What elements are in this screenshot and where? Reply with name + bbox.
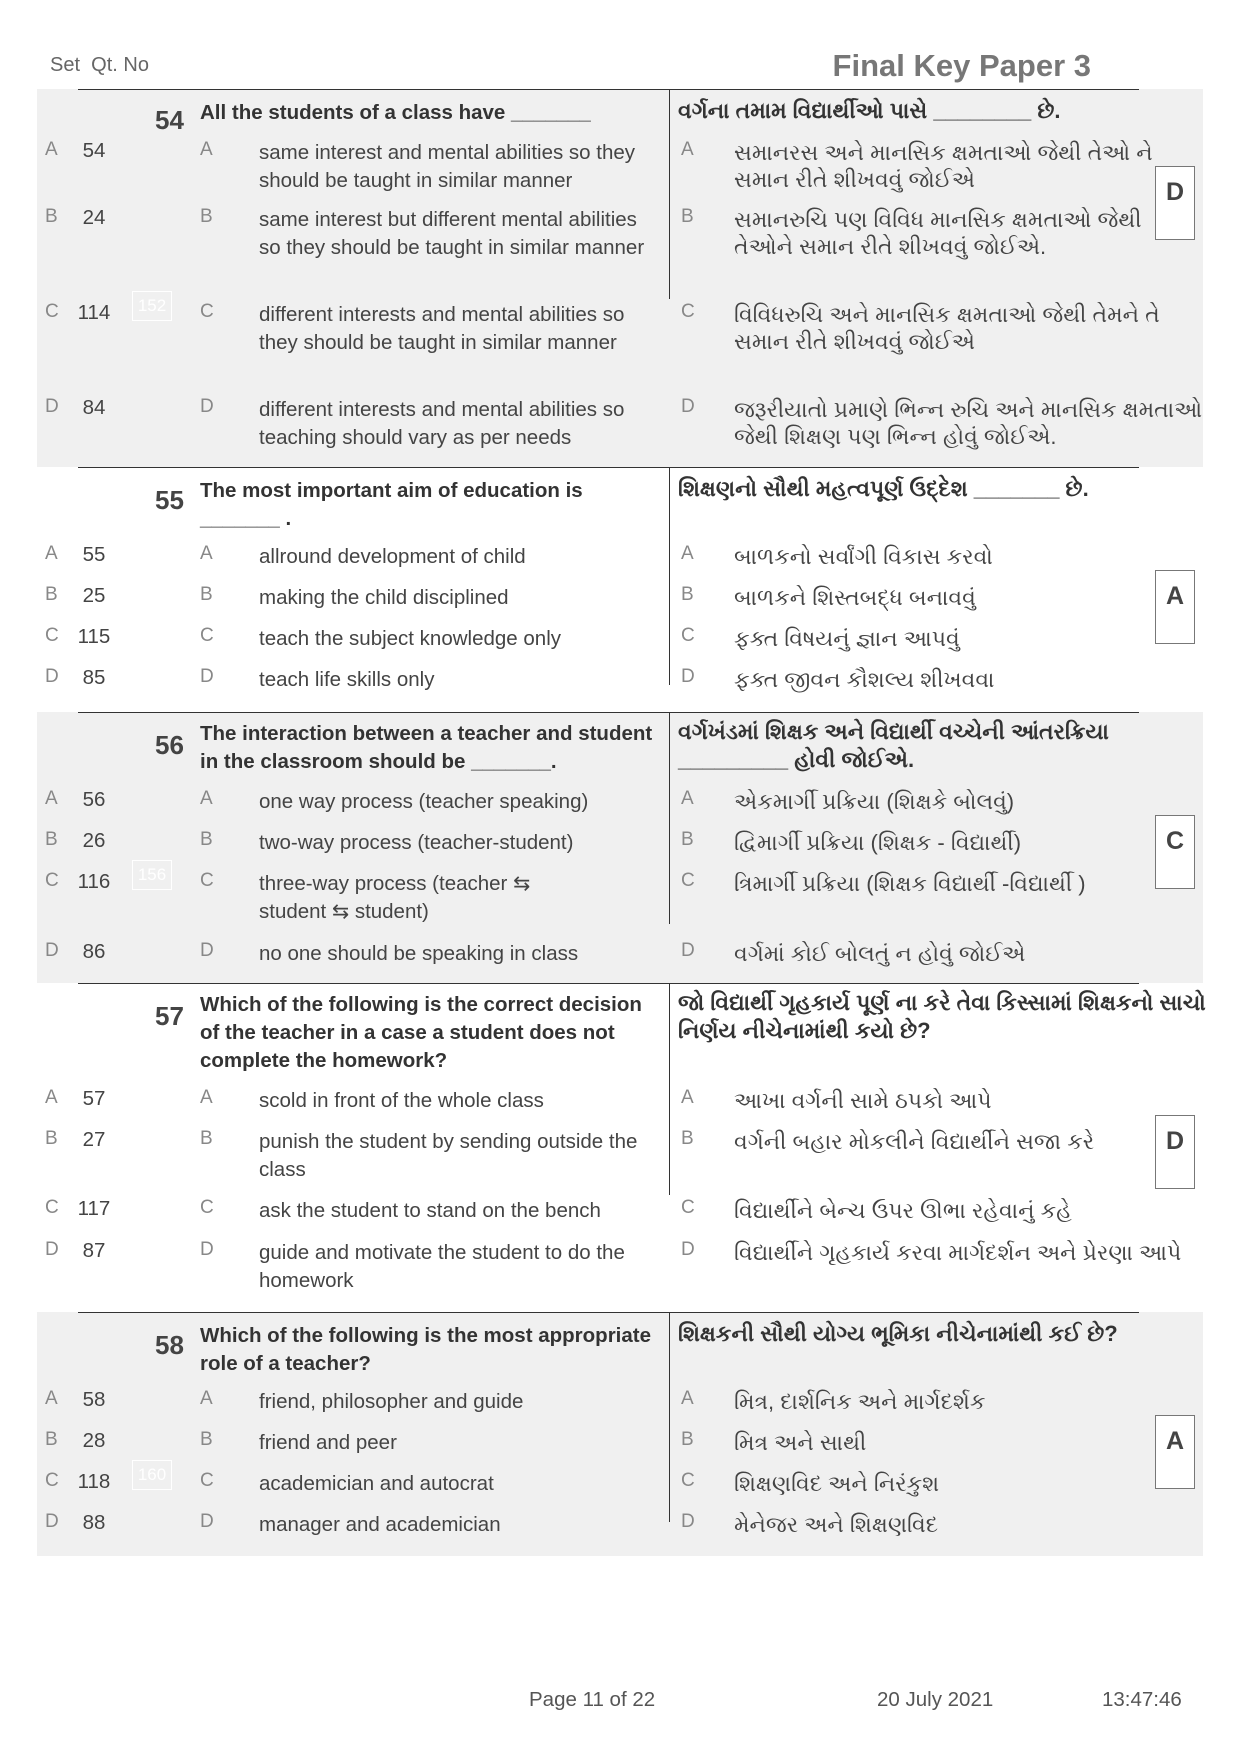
option-letter-gu: B [681, 584, 694, 605]
option-letter-en: A [200, 1087, 213, 1108]
option-letter-gu: A [681, 788, 694, 809]
option-text-gu: એકમાર્ગી પ્રક્રિયા (શિક્ષકે બોલવું) [734, 789, 1015, 814]
divider-vertical [669, 1312, 670, 1522]
option-text-en: punish the student by sending outside the class [259, 1130, 638, 1181]
option-text-gu: મિત્ર અને સાથી [734, 1430, 867, 1455]
set-question-number: 116 [77, 870, 111, 893]
set-letter: C [45, 1197, 59, 1218]
option-text-en: teach the subject knowledge only [259, 627, 562, 650]
option-letter-gu: D [681, 396, 695, 417]
set-letter: C [45, 1470, 59, 1491]
footer-time: 13:47:46 [1102, 1688, 1182, 1711]
set-letter: D [45, 1511, 59, 1532]
question-text-en: All the students of a class have _______ [200, 101, 591, 124]
ghost-number: 160 [132, 1460, 172, 1490]
option-text-gu: વિદ્યાર્થીને બેન્ચ ઉપર ઊભા રહેવાનું કહે [734, 1198, 1072, 1223]
divider-vertical [669, 89, 670, 299]
option-text-en: guide and motivate the student to do the homework [259, 1241, 625, 1292]
option-text-gu: વિવિધરુચિ અને માનસિક ક્ષમતાઓ જેથી તેમને તે સમાન રીતે શીખવવું જોઈએ [734, 302, 1160, 354]
question-text-en: Which of the following is the most appropriate role of a teacher? [200, 1324, 651, 1375]
footer-date: 20 July 2021 [877, 1688, 994, 1711]
set-letter: C [45, 870, 59, 891]
set-question-number: 115 [77, 625, 111, 648]
set-letter: A [45, 788, 58, 809]
option-letter-en: B [200, 1128, 213, 1149]
option-letter-en: C [200, 870, 214, 891]
divider-top [78, 89, 1139, 90]
answer-key-box: A [1155, 1415, 1195, 1489]
question-number: 58 [155, 1330, 184, 1360]
option-letter-gu: C [681, 625, 695, 646]
option-text-en: ask the student to stand on the bench [259, 1199, 601, 1222]
question-number: 56 [155, 730, 184, 760]
question-number: 54 [155, 105, 184, 135]
set-question-number: 24 [82, 206, 106, 229]
option-letter-gu: A [681, 1087, 694, 1108]
option-letter-en: B [200, 206, 213, 227]
set-question-number: 85 [82, 666, 106, 689]
option-letter-en: C [200, 1197, 214, 1218]
option-letter-en: D [200, 1239, 214, 1260]
answer-key-box: D [1155, 1115, 1195, 1189]
option-letter-en: A [200, 788, 213, 809]
divider-vertical [669, 712, 670, 924]
set-question-number: 55 [82, 543, 106, 566]
option-letter-en: D [200, 666, 214, 687]
divider-vertical [669, 983, 670, 1195]
divider-top [78, 712, 1139, 713]
option-text-gu: ફક્ત વિષયનું જ્ઞાન આપવું [734, 626, 960, 651]
option-letter-en: D [200, 396, 214, 417]
option-letter-gu: A [681, 543, 694, 564]
set-letter: D [45, 666, 59, 687]
option-text-gu: સમાનરુચિ પણ વિવિધ માનસિક ક્ષમતાઓ જેથી તેઓને સમાન રીતે શીખવવું જોઈએ. [734, 207, 1142, 259]
question-block-55 [37, 467, 1203, 712]
divider-top [78, 1312, 1139, 1313]
header-set-qtno [50, 54, 149, 77]
set-letter: D [45, 396, 59, 417]
option-text-en: one way process (teacher speaking) [259, 790, 589, 813]
option-text-gu: વર્ગમાં કોઈ બોલતું ન હોવું જોઈએ [734, 941, 1026, 966]
option-letter-gu: B [681, 1128, 694, 1149]
option-text-gu: વર્ગની બહાર મોકલીને વિદ્યાર્થીને સજા કરે [734, 1129, 1095, 1154]
option-letter-gu: D [681, 940, 695, 961]
option-letter-gu: A [681, 139, 694, 160]
question-block-58 [37, 1312, 1203, 1556]
option-letter-en: B [200, 1429, 213, 1450]
set-question-number: 57 [82, 1087, 106, 1110]
question-text-gu: જો વિદ્યાર્થી ગૃહકાર્ય પૂર્ણ ના કરે તેવા કિસ્સામાં શિક્ષકનો સાચો નિર્ણય નીચેનામાંથી કયો છે? [678, 990, 1206, 1043]
option-text-gu: મેનેજર અને શિક્ષણવિદ [734, 1512, 938, 1537]
set-question-number: 86 [82, 940, 106, 963]
option-letter-gu: D [681, 666, 695, 687]
option-text-en: allround development of child [259, 545, 526, 568]
option-text-gu: જરૂરીયાતો પ્રમાણે ભિન્ન રુચિ અને માનસિક ક્ષમતાઓ જેથી શિક્ષણ પણ ભિન્ન હોવું જોઈએ. [734, 397, 1203, 449]
option-letter-en: B [200, 584, 213, 605]
option-text-en: same interest and mental abilities so they should be taught in similar manner [259, 141, 636, 192]
option-letter-gu: C [681, 1470, 695, 1491]
option-text-en: teach life skills only [259, 668, 435, 691]
set-letter: A [45, 1087, 58, 1108]
set-letter: A [45, 543, 58, 564]
set-question-number: 56 [82, 788, 106, 811]
set-question-number: 87 [82, 1239, 106, 1262]
question-text-gu: વર્ગના તમામ વિદ્યાર્થીઓ પાસે ________ છે. [678, 98, 1061, 123]
option-text-gu: બાળકનો સર્વાંગી વિકાસ કરવો [734, 544, 993, 569]
question-block-56 [37, 712, 1203, 983]
question-block-57 [37, 983, 1206, 1312]
option-text-en: friend, philosopher and guide [259, 1390, 524, 1413]
divider-top [78, 467, 1139, 468]
set-question-number: 27 [82, 1128, 106, 1151]
option-text-gu: આખા વર્ગની સામે ઠપકો આપે [734, 1088, 992, 1113]
option-letter-en: A [200, 1388, 213, 1409]
option-text-en: two-way process (teacher-student) [259, 831, 574, 854]
option-letter-en: B [200, 829, 213, 850]
divider-top [78, 983, 1139, 984]
set-question-number: 28 [82, 1429, 106, 1452]
page-number: Page 11 of 22 [529, 1688, 656, 1711]
option-letter-en: A [200, 543, 213, 564]
ghost-number: 156 [132, 860, 172, 890]
option-text-en: three-way process (teacher ⇆ student ⇆ student) [259, 872, 531, 923]
option-text-en: different interests and mental abilities so they should be taught in similar manner [259, 303, 625, 354]
option-letter-en: C [200, 625, 214, 646]
answer-key-box: D [1155, 166, 1195, 240]
set-letter: B [45, 1128, 58, 1149]
option-letter-gu: B [681, 1429, 694, 1450]
divider-vertical [669, 467, 670, 685]
set-question-number: 84 [82, 396, 106, 419]
answer-key-box: A [1155, 570, 1195, 644]
set-question-number: 118 [77, 1470, 111, 1493]
set-question-number: 58 [82, 1388, 106, 1411]
ghost-number: 152 [132, 291, 172, 321]
set-letter: C [45, 301, 59, 322]
option-text-en: manager and academician [259, 1513, 501, 1536]
question-text-gu: શિક્ષકની સૌથી યોગ્ય ભૂમિકા નીચેનામાંથી કઈ છે? [678, 1321, 1118, 1346]
set-question-number: 114 [77, 301, 111, 324]
page-title: Final Key Paper 3 [832, 48, 1091, 83]
option-letter-en: C [200, 1470, 214, 1491]
option-text-en: same interest but different mental abilities so they should be taught in similar manner [259, 208, 645, 259]
qtno-label: Qt. No [91, 54, 149, 76]
set-letter: B [45, 1429, 58, 1450]
option-letter-en: D [200, 940, 214, 961]
option-letter-en: C [200, 301, 214, 322]
question-text-gu: શિક્ષણનો સૌથી મહત્વપૂર્ણ ઉદ્દેશ _______ છે. [678, 476, 1089, 501]
question-number: 55 [155, 485, 184, 515]
set-question-number: 25 [82, 584, 106, 607]
set-letter: A [45, 139, 58, 160]
question-text-en: Which of the following is the correct decision of the teacher in a case a student does not complete the homework? [200, 993, 642, 1072]
option-text-en: academician and autocrat [259, 1472, 494, 1495]
set-question-number: 26 [82, 829, 106, 852]
option-text-gu: મિત્ર, દાર્શનિક અને માર્ગદર્શક [734, 1389, 986, 1414]
option-letter-en: D [200, 1511, 214, 1532]
question-number: 57 [155, 1001, 184, 1031]
option-letter-gu: B [681, 206, 694, 227]
question-block-54 [37, 89, 1203, 467]
option-letter-gu: D [681, 1239, 695, 1260]
question-text-gu: વર્ગખંડમાં શિક્ષક અને વિદ્યાર્થી વચ્ચેની આંતરક્રિયા _________ હોવી જોઈએ. [678, 719, 1109, 772]
set-letter: D [45, 940, 59, 961]
option-text-gu: વિદ્યાર્થીને ગૃહકાર્ય કરવા માર્ગદર્શન અને પ્રેરણા આપે [734, 1240, 1182, 1265]
option-text-en: friend and peer [259, 1431, 397, 1454]
option-letter-gu: C [681, 301, 695, 322]
option-text-gu: શિક્ષણવિદ અને નિરંકુશ [734, 1471, 940, 1496]
set-letter: C [45, 625, 59, 646]
option-text-gu: ફક્ત જીવન કૌશલ્ય શીખવવા [734, 667, 995, 692]
set-letter: A [45, 1388, 58, 1409]
option-text-en: making the child disciplined [259, 586, 509, 609]
answer-key-box: C [1155, 815, 1195, 889]
set-question-number: 117 [77, 1197, 111, 1220]
option-letter-gu: B [681, 829, 694, 850]
option-letter-en: A [200, 139, 213, 160]
set-letter: D [45, 1239, 59, 1260]
option-letter-gu: A [681, 1388, 694, 1409]
set-label: Set [50, 54, 81, 76]
question-text-en: The interaction between a teacher and student in the classroom should be _______. [200, 722, 653, 773]
option-text-en: no one should be speaking in class [259, 942, 579, 965]
set-letter: B [45, 829, 58, 850]
option-text-en: scold in front of the whole class [259, 1089, 544, 1112]
option-letter-gu: C [681, 870, 695, 891]
option-text-gu: બાળકને શિસ્તબદ્ધ બનાવવું [734, 585, 976, 610]
option-text-gu: દ્વિમાર્ગી પ્રક્રિયા (શિક્ષક - વિદ્યાર્થી) [734, 830, 1022, 855]
option-text-gu: ત્રિમાર્ગી પ્રક્રિયા (શિક્ષક વિદ્યાર્થી -વિદ્યાર્થી ) [734, 871, 1086, 896]
option-letter-gu: C [681, 1197, 695, 1218]
set-letter: B [45, 206, 58, 227]
question-text-en: The most important aim of education is _______ . [200, 479, 583, 530]
option-text-en: different interests and mental abilities so teaching should vary as per needs [259, 398, 625, 449]
set-question-number: 88 [82, 1511, 106, 1534]
option-text-gu: સમાનરસ અને માનસિક ક્ષમતાઓ જેથી તેઓ ને સમાન રીતે શીખવવું જોઈએ [734, 140, 1153, 192]
set-question-number: 54 [82, 139, 106, 162]
option-letter-gu: D [681, 1511, 695, 1532]
set-letter: B [45, 584, 58, 605]
